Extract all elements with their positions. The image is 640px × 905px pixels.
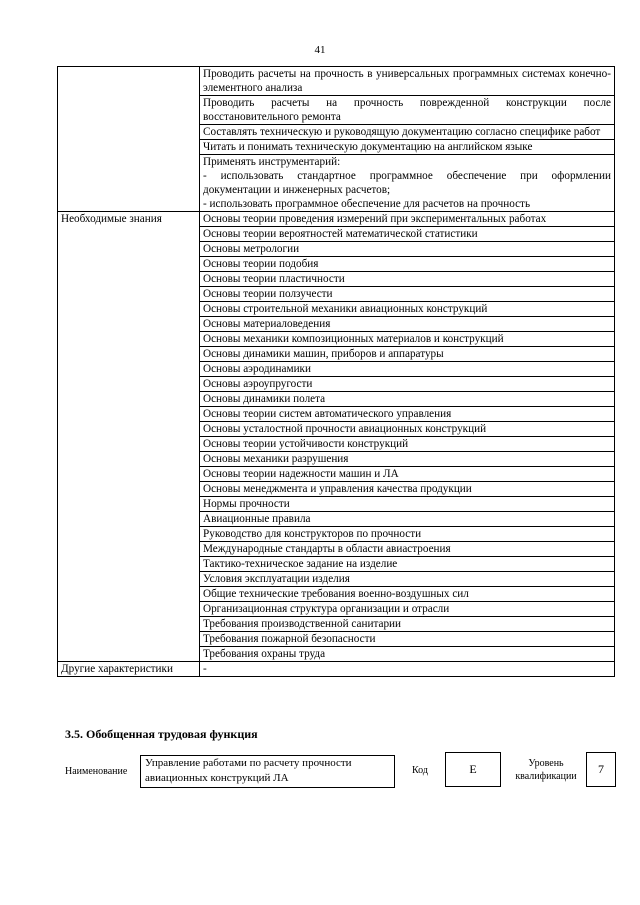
knowledge-cell: Авиационные правила bbox=[200, 512, 615, 527]
code-label: Код bbox=[412, 765, 428, 776]
instruments-line: - использовать стандартное программное обеспечение при оформлении документации и инженерных расчетов; bbox=[203, 170, 611, 196]
knowledge-cell: Международные стандарты в области авиастроения bbox=[200, 542, 615, 557]
other-value-cell: - bbox=[200, 662, 615, 677]
instruments-cell bbox=[200, 155, 615, 212]
knowledge-cell: Основы теории систем автоматического управления bbox=[200, 407, 615, 422]
knowledge-cell: Основы динамики машин, приборов и аппаратуры bbox=[200, 347, 615, 362]
skill-cell: Читать и понимать техническую документацию на английском языке bbox=[200, 140, 615, 155]
competency-table bbox=[57, 66, 615, 677]
knowledge-cell: Основы метрологии bbox=[200, 242, 615, 257]
knowledge-label-cell: Необходимые знания bbox=[58, 212, 200, 662]
instruments-line: - использовать программное обеспечение для расчетов на прочность bbox=[203, 198, 531, 210]
knowledge-cell: Требования охраны труда bbox=[200, 647, 615, 662]
knowledge-cell: Основы теории устойчивости конструкций bbox=[200, 437, 615, 452]
skill-cell: Составлять техническую и руководящую документацию согласно специфике работ bbox=[200, 125, 615, 140]
knowledge-cell: Тактико-техническое задание на изделие bbox=[200, 557, 615, 572]
section-title: 3.5. Обобщенная трудовая функция bbox=[65, 727, 258, 741]
knowledge-cell: Организационная структура организации и отрасли bbox=[200, 602, 615, 617]
knowledge-cell: Требования производственной санитарии bbox=[200, 617, 615, 632]
knowledge-cell: Основы теории ползучести bbox=[200, 287, 615, 302]
instruments-line: Применять инструментарий: bbox=[203, 156, 341, 168]
knowledge-cell: Основы аэродинамики bbox=[200, 362, 615, 377]
name-label: Наименование bbox=[65, 766, 128, 777]
skills-label-cell bbox=[58, 67, 200, 212]
knowledge-cell: Основы теории вероятностей математической статистики bbox=[200, 227, 615, 242]
knowledge-cell: Основы механики композиционных материалов и конструкций bbox=[200, 332, 615, 347]
knowledge-cell: Основы теории пластичности bbox=[200, 272, 615, 287]
page-number: 41 bbox=[314, 44, 326, 56]
table-row bbox=[58, 212, 615, 227]
skill-cell: Проводить расчеты на прочность поврежденной конструкции после восстановительного ремонта bbox=[200, 96, 615, 125]
table-row bbox=[58, 662, 615, 677]
knowledge-cell: Общие технические требования военно-воздушных сил bbox=[200, 587, 615, 602]
skill-cell: Проводить расчеты на прочность в универсальных программных системах конечно-элементного анализа bbox=[200, 67, 615, 96]
name-value: Управление работами по расчету прочности авиационных конструкций ЛА bbox=[145, 757, 352, 784]
knowledge-cell: Основы теории надежности машин и ЛА bbox=[200, 467, 615, 482]
knowledge-cell: Основы теории проведения измерений при экспериментальных работах bbox=[200, 212, 615, 227]
code-value-box bbox=[445, 752, 501, 787]
knowledge-cell: Основы динамики полета bbox=[200, 392, 615, 407]
knowledge-cell: Руководство для конструкторов по прочности bbox=[200, 527, 615, 542]
knowledge-cell: Основы менеджмента и управления качества продукции bbox=[200, 482, 615, 497]
knowledge-cell: Основы аэроупругости bbox=[200, 377, 615, 392]
other-label-cell: Другие характеристики bbox=[58, 662, 200, 677]
level-value-box bbox=[586, 752, 616, 787]
knowledge-cell: Основы механики разрушения bbox=[200, 452, 615, 467]
knowledge-cell: Условия эксплуатации изделия bbox=[200, 572, 615, 587]
level-label-line2: квалификации bbox=[515, 771, 577, 782]
level-value: 7 bbox=[598, 762, 604, 776]
knowledge-cell: Основы строительной механики авиационных конструкций bbox=[200, 302, 615, 317]
knowledge-cell: Основы усталостной прочности авиационных конструкций bbox=[200, 422, 615, 437]
code-value: E bbox=[469, 762, 477, 776]
name-value-box bbox=[140, 755, 395, 788]
knowledge-cell: Основы теории подобия bbox=[200, 257, 615, 272]
knowledge-cell: Нормы прочности bbox=[200, 497, 615, 512]
knowledge-cell: Основы материаловедения bbox=[200, 317, 615, 332]
level-label-line1: Уровень bbox=[528, 758, 564, 769]
level-label bbox=[508, 757, 584, 783]
table-row bbox=[58, 67, 615, 96]
knowledge-cell: Требования пожарной безопасности bbox=[200, 632, 615, 647]
